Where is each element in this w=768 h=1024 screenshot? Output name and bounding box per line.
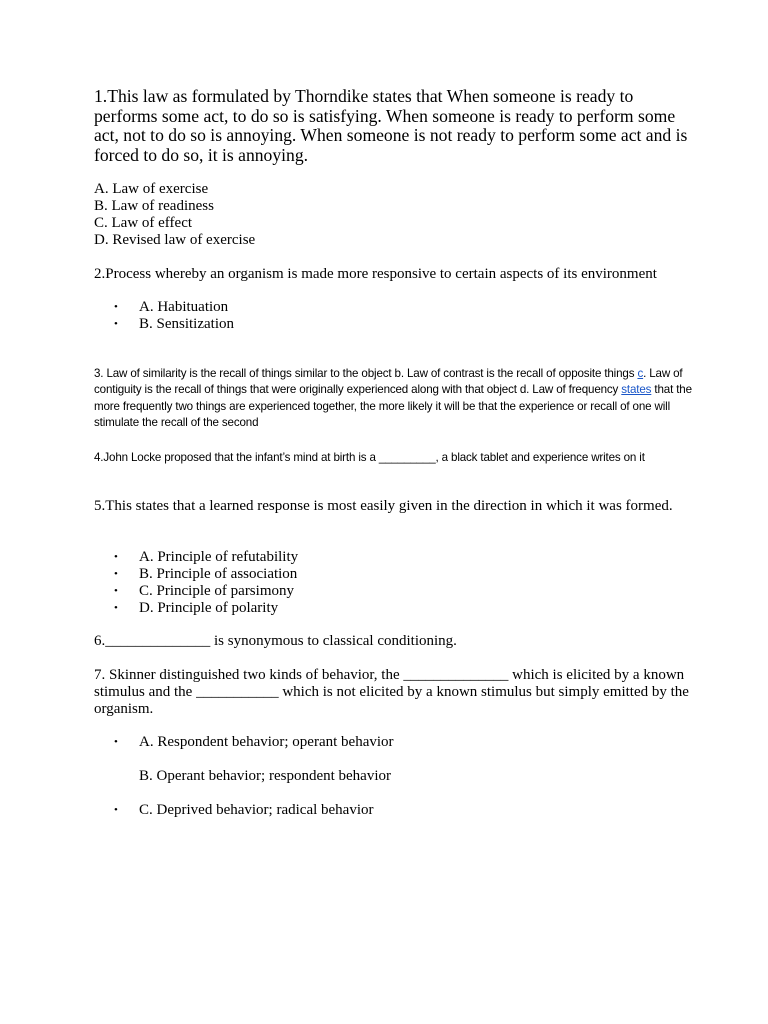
q7-option-b: B. Operant behavior; respondent behavior xyxy=(139,768,392,784)
q5-option-c xyxy=(114,583,694,600)
q2-option-b xyxy=(114,316,694,333)
question-7-option-a-list xyxy=(114,734,694,751)
question-2-options xyxy=(114,299,694,333)
question-6-text: 6.______________ is synonymous to classical conditioning. xyxy=(94,633,457,649)
bullet-icon: • xyxy=(114,584,118,597)
q3-part-2: . Law of contiguity is the recall of things that were originally experienced along with that object d. Law of frequency xyxy=(94,367,683,397)
q2-option-b-label: B. Sensitization xyxy=(139,315,234,332)
q2-option-a xyxy=(114,299,694,316)
question-1-options xyxy=(94,181,694,249)
q7-option-c xyxy=(114,802,694,819)
q7-option-a xyxy=(114,734,694,751)
question-7-text: 7. Skinner distinguished two kinds of behavior, the ______________ which is elicited by a known stimulus and the ___________ which is not elicited by a known stimulus but simply emitted by the organism. xyxy=(94,667,689,717)
q7-option-a-label: A. Respondent behavior; operant behavior xyxy=(139,734,394,750)
q5-option-d xyxy=(114,600,694,617)
q1-option-d: D. Revised law of exercise xyxy=(94,231,256,248)
q3-link-states[interactable]: states xyxy=(621,383,652,397)
q5-option-b xyxy=(114,566,694,583)
bullet-icon: • xyxy=(114,317,118,330)
q1-option-b: B. Law of readiness xyxy=(94,197,214,214)
q7-option-c-label: C. Deprived behavior; radical behavior xyxy=(139,802,374,818)
question-1-text: 1.This law as formulated by Thorndike states that When someone is ready to performs some act, to do so is satisfying. When someone is ready to perform some act, not to do so is annoying. When someone is not ready to perform some act and is forced to do so, it is annoying. xyxy=(94,86,688,165)
bullet-icon: • xyxy=(114,804,118,816)
bullet-icon: • xyxy=(114,736,118,748)
q1-option-c: C. Law of effect xyxy=(94,214,193,231)
bullet-icon: • xyxy=(114,301,118,313)
bullet-icon: • xyxy=(114,567,118,580)
q5-option-a-label: A. Principle of refutability xyxy=(139,549,299,565)
bullet-icon: • xyxy=(114,551,118,563)
question-4-text: 4.John Locke proposed that the infant’s mind at birth is a _________, a black tablet and experience writes on it xyxy=(94,451,645,464)
q1-option-a: A. Law of exercise xyxy=(94,181,209,197)
q5-option-a xyxy=(114,549,694,566)
q3-part-1: 3. Law of similarity is the recall of things similar to the object b. Law of contrast is the recall of opposite things xyxy=(94,367,638,380)
q5-option-d-label: D. Principle of polarity xyxy=(139,599,279,616)
q5-option-c-label: C. Principle of parsimony xyxy=(139,582,294,599)
q3-part-3: that the more frequently two things are experienced together, the more likely it will be that the experience or recall of one will stimulate the recall of the second xyxy=(94,383,692,429)
q3-link-c[interactable]: c xyxy=(637,367,644,380)
question-7-option-c-list xyxy=(114,802,694,819)
q2-option-a-label: A. Habituation xyxy=(139,299,229,315)
question-5-text: 5.This states that a learned response is most easily given in the direction in which it was formed. xyxy=(94,498,673,514)
question-2-text: 2.Process whereby an organism is made more responsive to certain aspects of its environment xyxy=(94,266,657,282)
question-5-options xyxy=(114,549,694,617)
question-3-text xyxy=(94,366,694,431)
q5-option-b-label: B. Principle of association xyxy=(139,565,298,582)
bullet-icon: • xyxy=(114,601,118,614)
